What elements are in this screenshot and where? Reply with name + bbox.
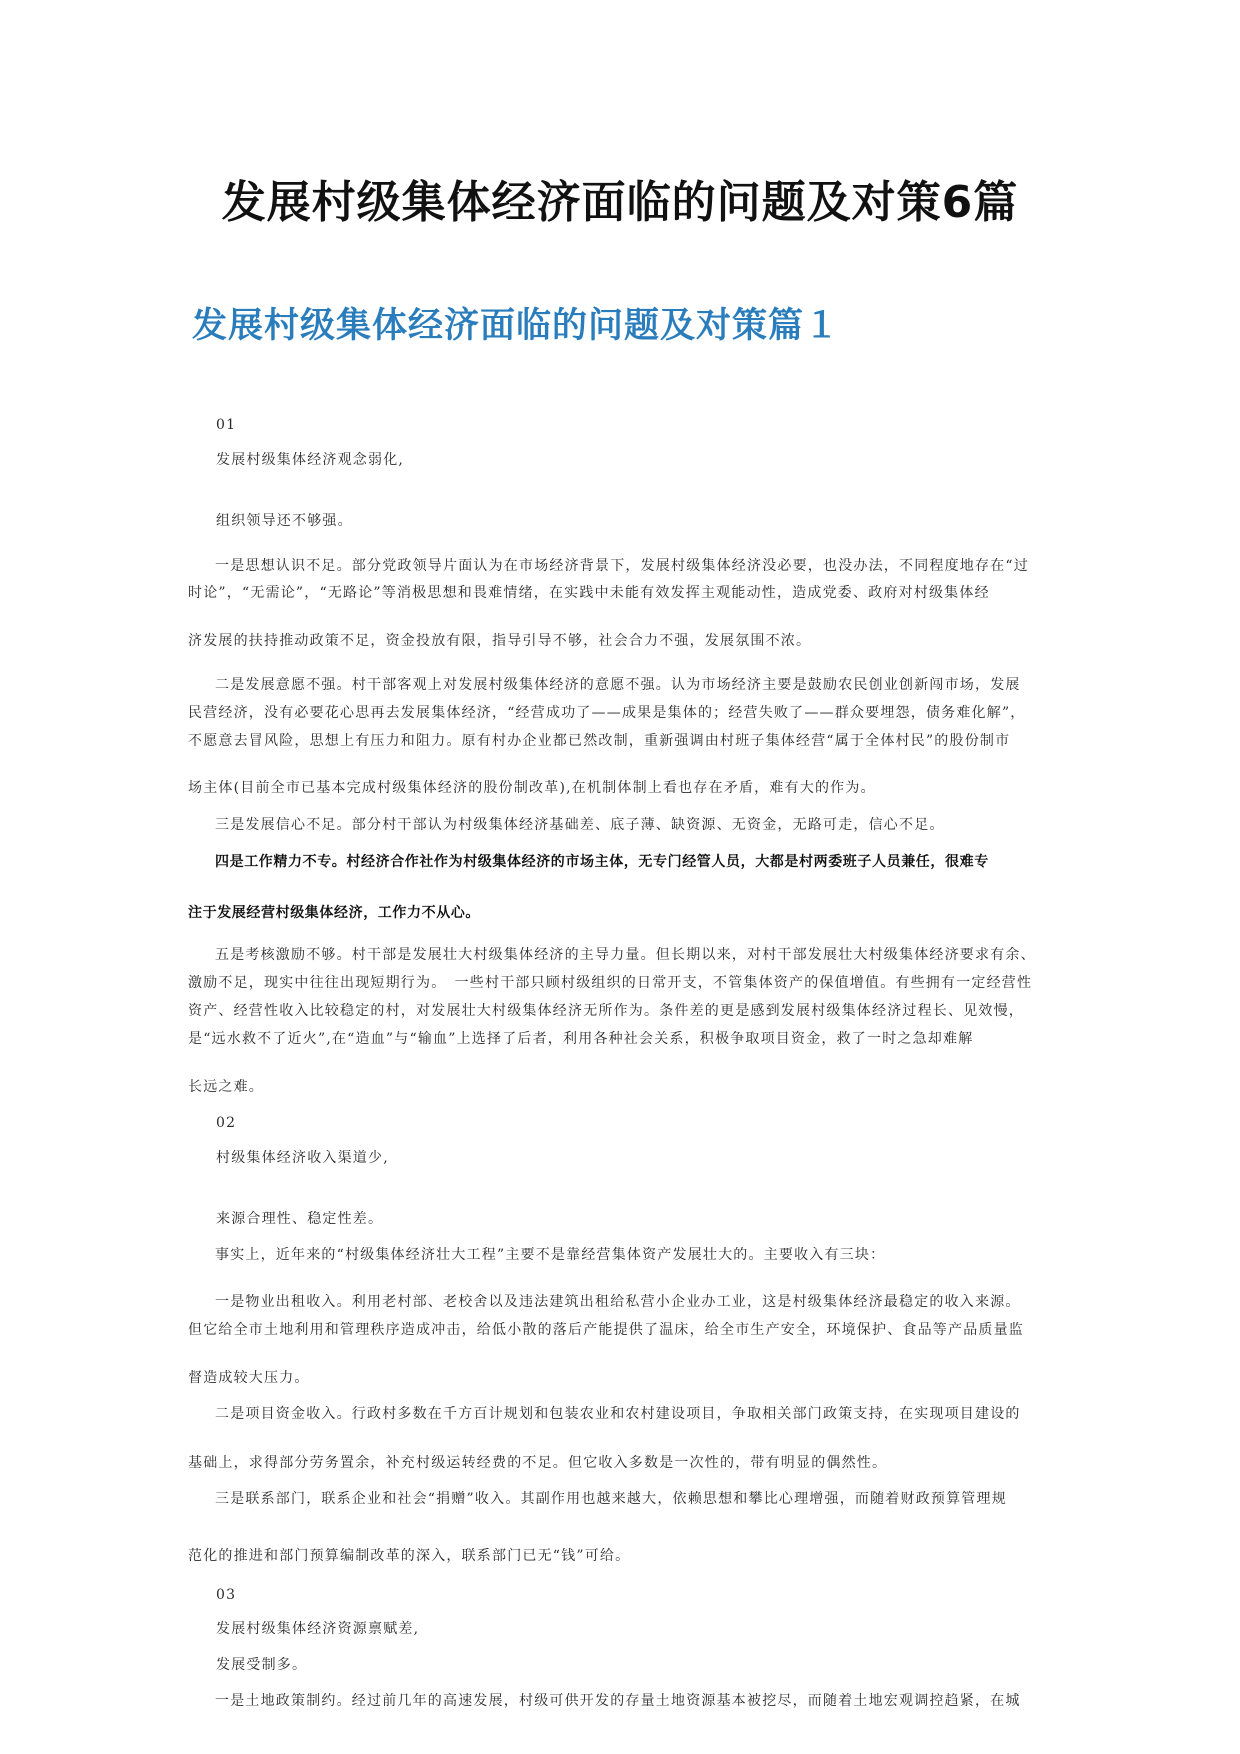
paragraph-line: 二是项目资金收入。行政村多数在千方百计规划和包装农业和农村建设项目，争取相关部门政策支持，在实现项目建设的 [215, 1406, 1021, 1422]
paragraph-line: 五是考核激励不够。村干部是发展壮大村级集体经济的主导力量。但长期以来，对村干部发展壮大村级集体经济要求有余、 [215, 947, 1036, 963]
paragraph-line: 一是土地政策制约。经过前几年的高速发展，村级可供开发的存量土地资源基本被挖尽，而随着土地宏观调控趋紧，在城 [215, 1693, 1021, 1709]
paragraph-line: 督造成较大压力。 [188, 1370, 310, 1386]
paragraph-line: 但它给全市土地利用和管理秩序造成冲击，给低小散的落后产能提供了温床，给全市生产安全，环境保护、食品等产品质量监 [188, 1322, 1024, 1338]
paragraph-line: 激励不足，现实中往往出现短期行为。 一些村干部只顾村级组织的日常开支，不管集体资产的保值增值。有些拥有一定经营性 [188, 975, 1033, 991]
document-title: 发展村级集体经济面临的问题及对策6篇 [221, 177, 1019, 228]
paragraph-line: 民营经济，没有必要花心思再去发展集体经济，“经营成功了——成果是集体的；经营失败了——群众要埋怨，债务难化解”， [188, 705, 1026, 721]
paragraph-line: 长远之难。 [188, 1079, 264, 1095]
point-heading: 发展村级集体经济观念弱化, [216, 452, 405, 468]
paragraph-line-bold: 注于发展经营村级集体经济，工作力不从心。 [188, 905, 480, 921]
paragraph-line: 三是发展信心不足。部分村干部认为村级集体经济基础差、底子薄、缺资源、无资金，无路可走，信心不足。 [215, 817, 945, 833]
paragraph-line: 不愿意去冒风险，思想上有压力和阻力。原有村办企业都已然改制，重新强调由村班子集体经营“属于全体村民”的股份制市 [188, 733, 1011, 749]
paragraph-line: 范化的推进和部门预算编制改革的深入，联系部门已无“钱”可给。 [188, 1548, 631, 1564]
paragraph-line-bold: 四是工作精力不专。村经济合作社作为村级集体经济的市场主体，无专门经管人员，大都是村两委班子人员兼任，很难专 [215, 854, 989, 870]
paragraph-line: 事实上，近年来的“村级集体经济壮大工程”主要不是靠经营集体资产发展壮大的。主要收入有三块： [215, 1247, 886, 1263]
point-heading: 发展受制多。 [216, 1657, 308, 1673]
section-number: 02 [216, 1115, 237, 1131]
point-heading: 来源合理性、稳定性差。 [216, 1211, 384, 1227]
paragraph-line: 场主体(目前全市已基本完成村级集体经济的股份制改革),在机制体制上看也存在矛盾，难有大的作为。 [188, 780, 876, 796]
paragraph-line: 是“远水救不了近火”,在“造血”与“输血”上选择了后者，利用各种社会关系，积极争取项目资金，救了一时之急却难解 [188, 1031, 974, 1047]
paragraph-line: 三是联系部门，联系企业和社会“捐赠”收入。其副作用也越来越大，依赖思想和攀比心理增强，而随着财政预算管理规 [215, 1491, 1007, 1507]
section-number: 03 [216, 1587, 237, 1603]
paragraph-line: 资产、经营性收入比较稳定的村，对发展壮大村级集体经济无所作为。条件差的更是感到发展村级集体经济过程长、见效慢， [188, 1003, 1024, 1019]
paragraph-line: 二是发展意愿不强。村干部客观上对发展村级集体经济的意愿不强。认为市场经济主要是鼓励农民创业创新闯市场，发展 [215, 677, 1021, 693]
paragraph-line: 一是思想认识不足。部分党政领导片面认为在市场经济背景下，发展村级集体经济没必要，也没办法，不同程度地存在“过 [215, 558, 1029, 574]
point-heading: 发展村级集体经济资源禀赋差, [216, 1621, 420, 1637]
paragraph-line: 一是物业出租收入。利用老村部、老校舍以及违法建筑出租给私营小企业办工业，这是村级集体经济最稳定的收入来源。 [215, 1294, 1021, 1310]
section-title: 发展村级集体经济面临的问题及对策篇１ [192, 306, 841, 346]
section-number: 01 [216, 417, 237, 433]
point-heading: 村级集体经济收入渠道少, [216, 1150, 389, 1166]
point-heading: 组织领导还不够强。 [216, 513, 353, 529]
paragraph-line: 时论”，“无需论”，“无路论”等消极思想和畏难情绪，在实践中未能有效发挥主观能动性，造成党委、政府对村级集体经 [188, 585, 990, 601]
paragraph-line: 基础上，求得部分劳务置余，补充村级运转经费的不足。但它收入多数是一次性的，带有明显的偶然性。 [188, 1455, 888, 1471]
paragraph-line: 济发展的扶持推动政策不足，资金投放有限，指导引导不够，社会合力不强，发展氛围不浓。 [188, 633, 812, 649]
